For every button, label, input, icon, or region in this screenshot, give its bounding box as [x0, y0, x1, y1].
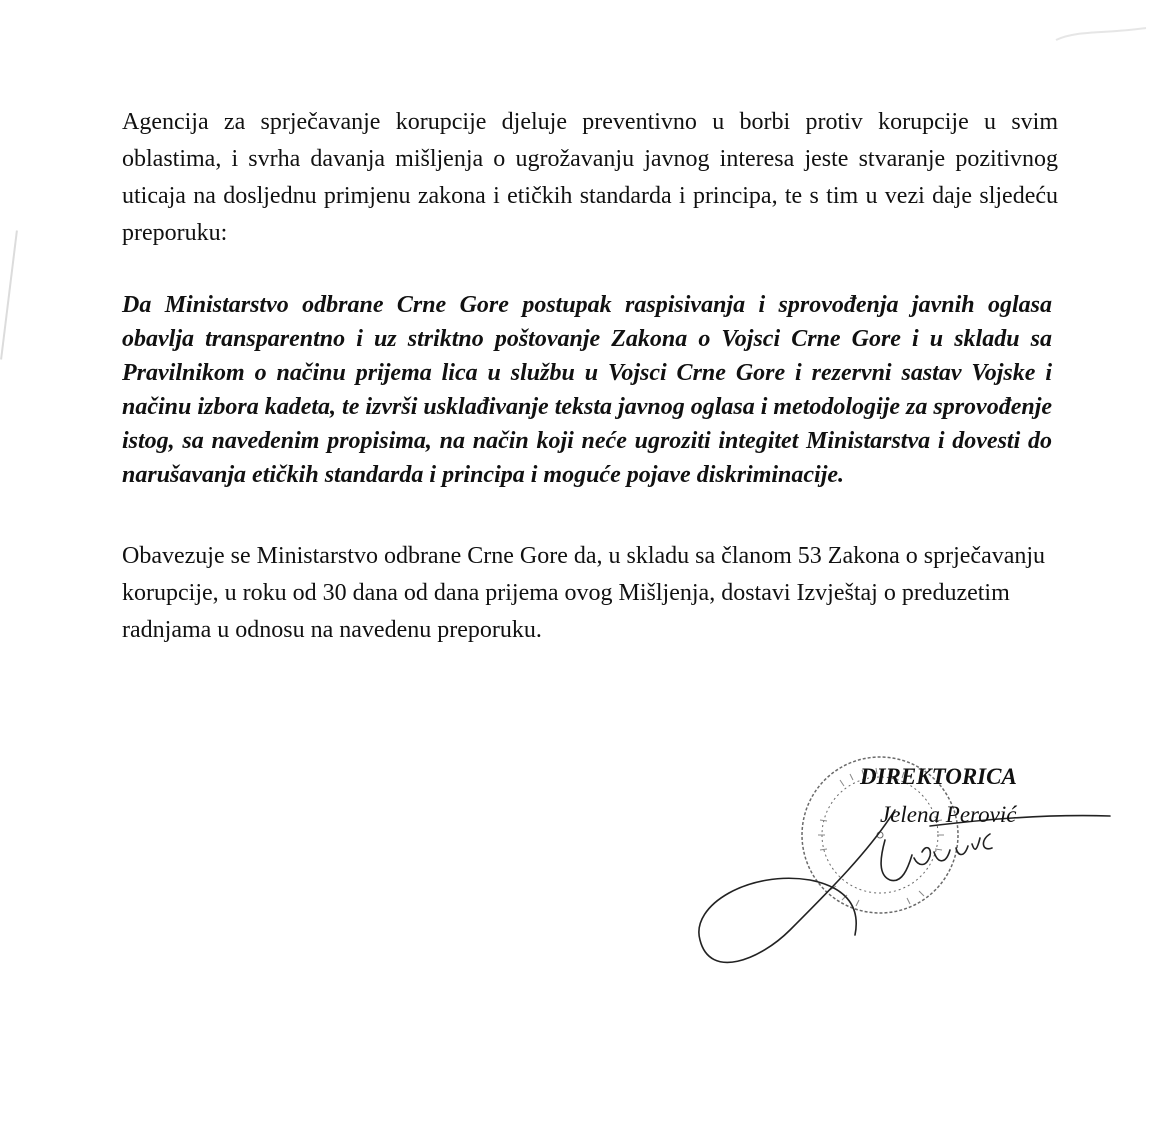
scan-artifact-icon [1036, 0, 1156, 60]
paragraph-obligation: Obavezuje se Ministarstvo odbrane Crne Gore da, u skladu sa članom 53 Zakona o sprječavanju korupcije, u roku od 30 dana od dana prijema ovog Mišljenja, dostavi Izvještaj o preduzetim radnjama u odnosu na navedenu preporuku. [122, 543, 1046, 643]
paragraph-recommendation: Da Ministarstvo odbrane Crne Gore postupak raspisivanja i sprovođenja javnih oglasa obavlja transparentno i uz striktno poštovanje Zakona o Vojsci Crne Gore i u skladu sa Pravilnikom o načinu prijema lica u službu u Vojsci Crne Gore i rezervni sastav Vojske i načinu izbora kadeta, te izvrši usklađivanje teksta javnog oglasa i metodologije za sprovođenje istog, sa navedenim propisima, na način koji neće ugroziti integitet Ministarstva i dovesti do narušavanja etičkih standarda i principa i moguće pojave diskriminacije. [122, 292, 1053, 488]
paragraph-intro: Agencija za sprječavanje korupcije djeluje preventivno u borbi protiv korupcije u svim oblastima, i svrha davanja mišljenja o ugrožavanju javnog interesa jeste stvaranje pozitivnog uticaja na dosljednu primjenu zakona i etičkih standarda i principa, te s tim u vezi daje sljedeću preporuku: [122, 109, 1058, 246]
signature-name: Jelena Perović [880, 802, 1017, 827]
handwritten-signature [699, 810, 1110, 962]
scan-margin-mark [0, 230, 18, 359]
signature-title: DIREKTORICA [860, 764, 1017, 789]
